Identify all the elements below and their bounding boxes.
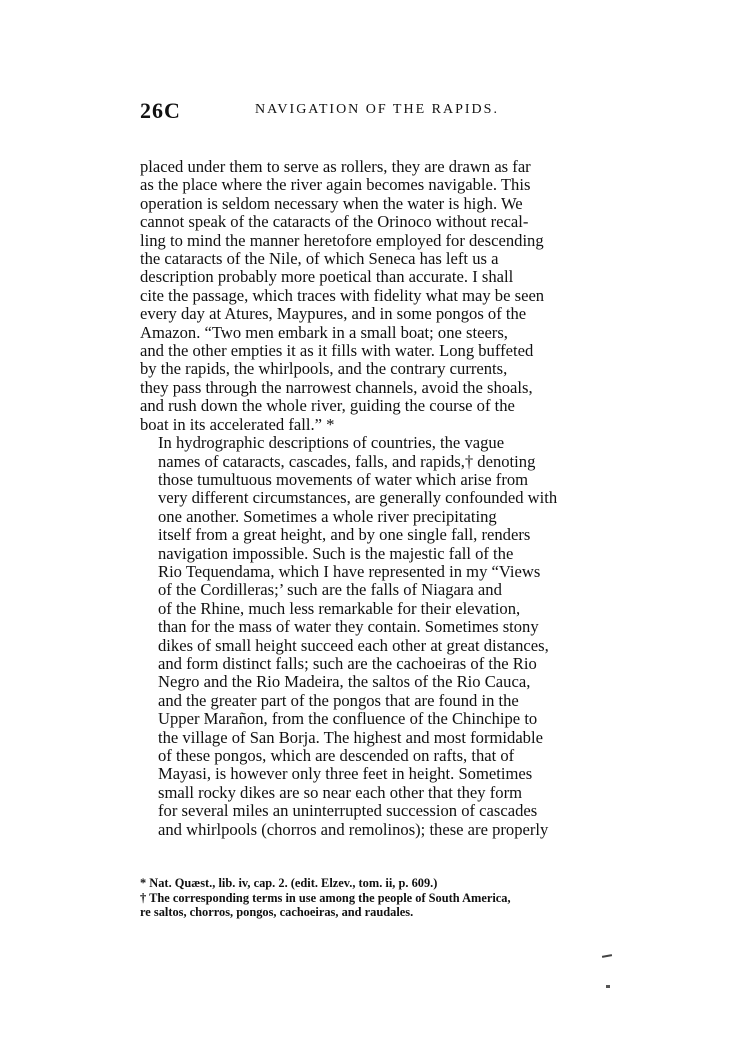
text-line: by the rapids, the whirlpools, and the contrary currents, xyxy=(140,359,508,379)
paragraph-1 xyxy=(140,158,625,434)
text-line: those tumultuous movements of water which arise from xyxy=(158,469,529,489)
body-text xyxy=(140,158,625,839)
text-line: cannot speak of the cataracts of the Orinoco without recal- xyxy=(140,212,529,232)
running-head: NAVIGATION OF THE RAPIDS. xyxy=(255,102,499,117)
text-line: very different circumstances, are generally confounded with xyxy=(158,488,558,508)
footnotes xyxy=(140,876,630,920)
text-line: one another. Sometimes a whole river precipitating xyxy=(158,506,497,526)
text-line: than for the mass of water they contain. Sometimes stony xyxy=(158,617,539,637)
footnote-2: † The corresponding terms in use among the people of South America, xyxy=(140,890,511,905)
text-line: names of cataracts, cascades, falls, and rapids,† denoting xyxy=(158,451,536,471)
text-line: the village of San Borja. The highest and most formidable xyxy=(158,727,543,747)
text-line: and the other empties it as it fills with water. Long buffeted xyxy=(140,341,534,361)
text-line: they pass through the narrowest channels, avoid the shoals, xyxy=(140,377,533,397)
text-line: itself from a great height, and by one single fall, renders xyxy=(158,525,531,545)
page-number: 26C xyxy=(140,98,181,123)
text-line: operation is seldom necessary when the water is high. We xyxy=(140,193,523,213)
text-line: dikes of small height succeed each other at great distances, xyxy=(158,635,549,655)
text-line: In hydrographic descriptions of countries, the vague xyxy=(158,433,505,453)
text-line: Negro and the Rio Madeira, the saltos of the Rio Cauca, xyxy=(158,672,531,692)
page-blemish xyxy=(602,954,612,958)
text-line: as the place where the river again becomes navigable. This xyxy=(140,175,531,195)
text-line: for several miles an uninterrupted succession of cascades xyxy=(158,801,538,821)
page-blemish xyxy=(606,985,610,988)
text-line: description probably more poetical than accurate. I shall xyxy=(140,267,514,287)
text-line: Mayasi, is however only three feet in height. Sometimes xyxy=(158,764,533,784)
text-line: and rush down the whole river, guiding the course of the xyxy=(140,396,515,416)
text-line: placed under them to serve as rollers, they are drawn as far xyxy=(140,157,531,176)
paragraph-2 xyxy=(140,434,625,839)
text-line: ling to mind the manner heretofore employed for descending xyxy=(140,230,544,250)
footnote-1: * Nat. Quæst., lib. iv, cap. 2. (edit. Elzev., tom. ii, p. 609.) xyxy=(140,876,438,890)
footnote-2-continued: re saltos, chorros, pongos, cachoeiras, and raudales. xyxy=(140,905,414,920)
text-line: the cataracts of the Nile, of which Seneca has left us a xyxy=(140,249,499,269)
text-line: and the greater part of the pongos that are found in the xyxy=(158,690,519,710)
text-line: small rocky dikes are so near each other that they form xyxy=(158,782,523,802)
text-line: cite the passage, which traces with fidelity what may be seen xyxy=(140,285,545,305)
text-line: Rio Tequendama, which I have represented in my “Views xyxy=(158,561,541,581)
text-line: of the Rhine, much less remarkable for their elevation, xyxy=(158,598,521,618)
text-line: navigation impossible. Such is the majestic fall of the xyxy=(158,543,514,563)
text-line: of these pongos, which are descended on rafts, that of xyxy=(158,746,515,765)
text-line: Amazon. “Two men embark in a small boat; one steers, xyxy=(140,322,508,342)
text-line: boat in its accelerated fall.” * xyxy=(140,414,335,434)
text-line: of the Cordilleras;’ such are the falls of Niagara and xyxy=(158,580,502,600)
text-line: and form distinct falls; such are the cachoeiras of the Rio xyxy=(158,653,537,673)
text-line: every day at Atures, Maypures, and in some pongos of the xyxy=(140,304,527,324)
page-header xyxy=(140,98,625,126)
text-line: and whirlpools (chorros and remolinos); these are properly xyxy=(158,819,549,839)
text-line: Upper Marañon, from the confluence of the Chinchipe to xyxy=(158,709,538,729)
